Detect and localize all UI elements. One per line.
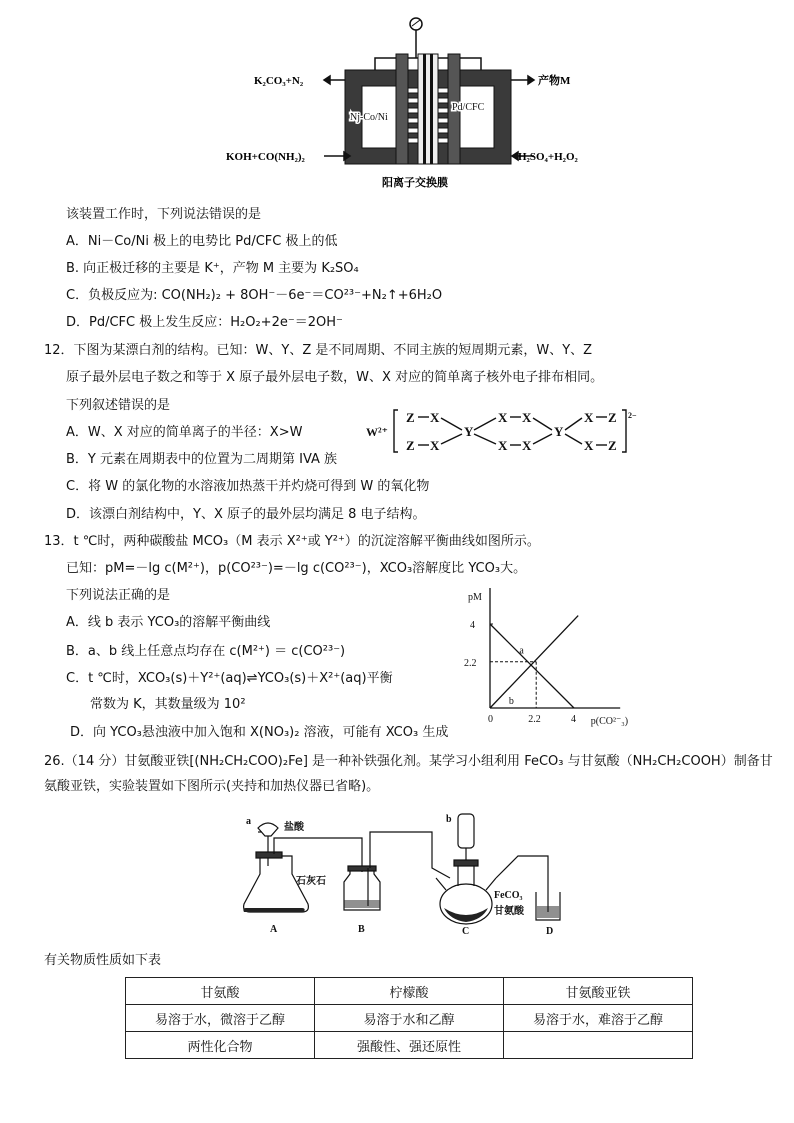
membrane-label: 阳离子交换膜 — [382, 177, 448, 189]
table-row — [126, 978, 693, 1005]
cell-label-left-top: K₂CO₃+N₂ — [254, 75, 304, 87]
q13-option-c-2: 常数为 K，其数量级为 10² — [90, 697, 246, 712]
q12-stem-1: 12．下图为某漂白剂的结构。已知：W、Y、Z 是不同周期、不同主族的短周期元素，W、Y、Z — [44, 343, 593, 358]
cell-label-right-top: 产物M — [538, 75, 571, 87]
structure-x: X — [522, 438, 532, 453]
structure-z: Z — [608, 438, 617, 453]
structure-x: X — [430, 438, 440, 453]
solubility-equilibrium-chart — [460, 588, 650, 734]
q13-option-b: B．a、b 线上任意点均存在 c(M²⁺) ＝ c(CO²³⁻) — [66, 644, 346, 659]
apparatus-label-glycine: 甘氨酸 — [494, 906, 524, 917]
y-tick-label: 4 — [470, 620, 475, 631]
structure-x: X — [498, 438, 508, 453]
q12-stem-2: 原子最外层电子数之和等于 X 原子最外层电子数，W、X 对应的简单离子核外电子排布相同。 — [66, 370, 604, 385]
structure-x: X — [584, 410, 594, 425]
structure-cation: W²⁺ — [366, 425, 388, 439]
x-tick-label: 2.2 — [528, 714, 541, 725]
q13-option-d: D．向 YCO₃悬浊液中加入饱和 X(NO₃)₂ 溶液，可能有 XCO₃ 生成 — [70, 725, 449, 740]
series-b-label: b — [508, 695, 514, 707]
cell-label-right-bottom: H₂SO₄+H₂O₂ — [518, 151, 578, 163]
cell-label-left-bottom: KOH+CO(NH₂)₂ — [226, 151, 305, 163]
series-a-label: a — [519, 645, 524, 657]
table-cell: 甘氨酸亚铁 — [504, 978, 693, 1005]
q12-option-b: B．Y 元素在周期表中的位置为二周期第 IVA 族 — [66, 452, 338, 467]
table-cell: 易溶于水，难溶于乙醇 — [504, 1005, 693, 1032]
table-cell: 两性化合物 — [126, 1032, 315, 1059]
q11-stem: 该装置工作时，下列说法错误的是 — [66, 207, 262, 222]
anode-label: Nj-Co/Ni — [350, 112, 388, 123]
series-b-line — [490, 616, 578, 708]
table-title: 有关物质性质如下表 — [44, 953, 162, 968]
q13-option-c-1: C．t ℃时，XCO₃(s)＋Y²⁺(aq)⇌YCO₃(s)＋X²⁺(aq)平衡 — [66, 671, 393, 686]
q26-stem-1: 26.（14 分）甘氨酸亚铁[(NH₂CH₂COO)₂Fe] 是一种补铁强化剂。某学习小组利用 FeCO₃ 与甘氨酸（NH₂CH₂COOH）制备甘 — [44, 754, 773, 769]
origin-label: 0 — [488, 714, 493, 725]
table-cell: 甘氨酸 — [126, 978, 315, 1005]
structure-y: Y — [464, 424, 474, 439]
properties-table — [125, 977, 693, 1059]
apparatus-label-feco3: FeCO₃ — [494, 890, 523, 901]
q13-stem-2: 已知：pM=－lg c(M²⁺)，p(CO²³⁻)=－lg c(CO²³⁻)，XCO₃溶解度比 YCO₃大。 — [66, 561, 527, 576]
apparatus-label-limestone: 石灰石 — [296, 876, 326, 887]
structure-x: X — [498, 410, 508, 425]
electrolysis-cell-diagram — [220, 14, 600, 192]
y-axis-label: pM — [468, 592, 482, 603]
structure-charge: 2− — [628, 411, 637, 420]
apparatus-label-C: C — [462, 926, 470, 937]
structure-x: X — [522, 410, 532, 425]
table-row — [126, 1005, 693, 1032]
q12-option-d: D．该漂白剂结构中，Y、X 原子的最外层均满足 8 电子结构。 — [66, 507, 426, 522]
q11-option-c: C．负极反应为: CO(NH₂)₂ + 8OH⁻－6e⁻＝CO²³⁻+N₂↑+6H₂O — [66, 288, 443, 303]
q12-option-c: C．将 W 的氯化物的水溶液加热蒸干并灼烧可得到 W 的氧化物 — [66, 479, 430, 494]
q11-option-a: A．Ni－Co/Ni 极上的电势比 Pd/CFC 极上的低 — [66, 234, 338, 249]
table-row — [126, 1032, 693, 1059]
structure-z: Z — [406, 410, 415, 425]
apparatus-label-hcl: 盐酸 — [284, 822, 304, 833]
apparatus-label-A: A — [270, 924, 278, 935]
table-cell: 易溶于水，微溶于乙醇 — [126, 1005, 315, 1032]
bleach-structure-diagram — [364, 406, 644, 456]
q11-option-d: D．Pd/CFC 极上发生反应：H₂O₂+2e⁻＝2OH⁻ — [66, 315, 343, 330]
x-tick-label: 4 — [571, 714, 576, 725]
table-cell: 柠檬酸 — [315, 978, 504, 1005]
structure-y: Y — [554, 424, 564, 439]
q13-option-a: A．线 b 表示 YCO₃的溶解平衡曲线 — [66, 615, 271, 630]
table-cell — [504, 1032, 693, 1059]
q26-stem-2: 氨酸亚铁，实验装置如下图所示(夹持和加热仪器已省略)。 — [44, 779, 380, 794]
q13-stem-3: 下列说法正确的是 — [66, 588, 171, 603]
x-axis-label: p(CO²⁻₃) — [590, 716, 629, 727]
table-cell: 强酸性、强还原性 — [315, 1032, 504, 1059]
apparatus-label-B: B — [358, 924, 365, 935]
apparatus-label-D: D — [546, 926, 554, 937]
structure-x: X — [430, 410, 440, 425]
apparatus-label-b: b — [446, 814, 452, 825]
structure-z: Z — [608, 410, 617, 425]
q13-stem-1: 13．t ℃时，两种碳酸盐 MCO₃（M 表示 X²⁺或 Y²⁺）的沉淀溶解平衡曲线如图所示。 — [44, 534, 540, 549]
apparatus-diagram — [232, 808, 572, 940]
structure-z: Z — [406, 438, 415, 453]
structure-x: X — [584, 438, 594, 453]
table-cell: 易溶于水和乙醇 — [315, 1005, 504, 1032]
q12-stem-3: 下列叙述错误的是 — [66, 398, 171, 413]
apparatus-label-a: a — [246, 816, 251, 827]
cathode-label: Pd/CFC — [452, 102, 485, 113]
q11-option-b: B. 向正极迁移的主要是 K⁺，产物 M 主要为 K₂SO₄ — [66, 261, 359, 276]
q12-option-a: A．W、X 对应的简单离子的半径：X>W — [66, 425, 303, 440]
y-tick-label: 2.2 — [464, 657, 477, 669]
